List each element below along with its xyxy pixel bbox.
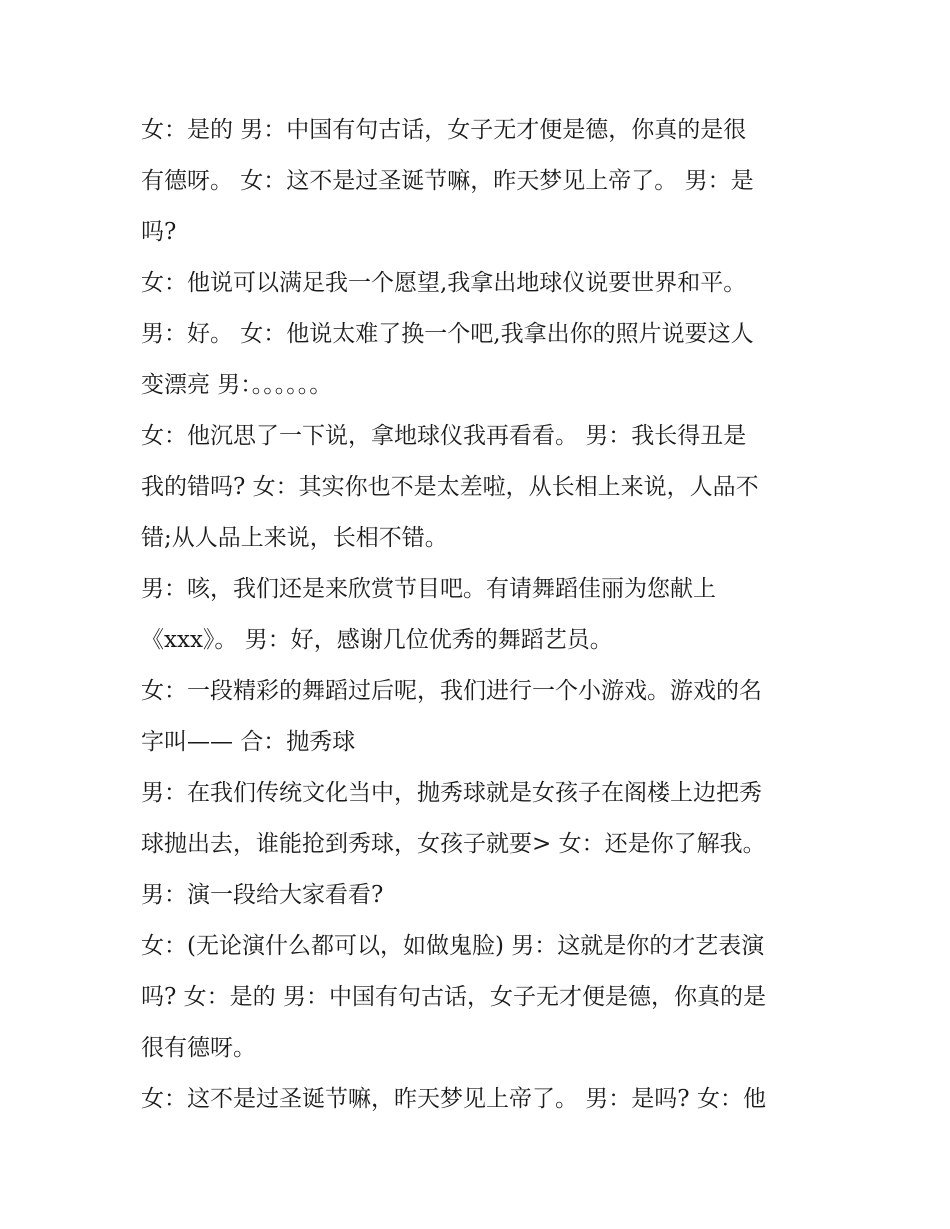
text-line: 男：在我们传统文化当中，抛秀球就是女孩子在阁楼上边把秀 [141,780,762,806]
text-line: 字叫—— 合：抛秀球 [141,729,356,755]
text-line: 吗? [141,219,177,245]
text-line: 男：好。 女：他说太难了换一个吧,我拿出你的照片说要这人 [141,321,754,347]
text-line: 我的错吗? 女：其实你也不是太差啦，从长相上来说，人品不 [141,474,759,500]
text-line: 错;从人品上来说，长相不错。 [141,525,448,551]
text-line: 变漂亮 男：。。。。。。 [141,372,333,398]
text-line: 吗? 女：是的 男：中国有句古话，女子无才便是德，你真的是 [141,984,766,1010]
text-line: 女：一段精彩的舞蹈过后呢，我们进行一个小游戏。游戏的名 [141,678,762,704]
dialogue-text [141,105,816,1125]
text-line: 女：他说可以满足我一个愿望,我拿出地球仪说要世界和平。 [141,270,747,296]
text-line: 男：咳，我们还是来欣赏节目吧。有请舞蹈佳丽为您献上 [141,576,716,602]
text-line: 很有德呀。 [141,1035,256,1061]
text-line: 女：(无论演什么都可以，如做鬼脸) 男：这就是你的才艺表演 [141,933,765,959]
text-line: 球抛出去，谁能抢到秀球，女孩子就要> 女：还是你了解我。 [141,831,766,857]
text-line: 女：他沉思了一下说，拿地球仪我再看看。 男：我长得丑是 [141,423,747,449]
text-line: 《xxx》。 男：好，感谢几位优秀的舞蹈艺员。 [141,627,613,653]
text-line: 有德呀。 女：这不是过圣诞节嘛，昨天梦见上帝了。 男：是 [141,168,754,194]
text-line: 男：演一段给大家看看? [141,882,384,908]
text-line: 女：这不是过圣诞节嘛，昨天梦见上帝了。 男：是吗? 女：他 [141,1086,766,1112]
text-line: 女：是的 男：中国有句古话，女子无才便是德，你真的是很 [141,117,747,143]
